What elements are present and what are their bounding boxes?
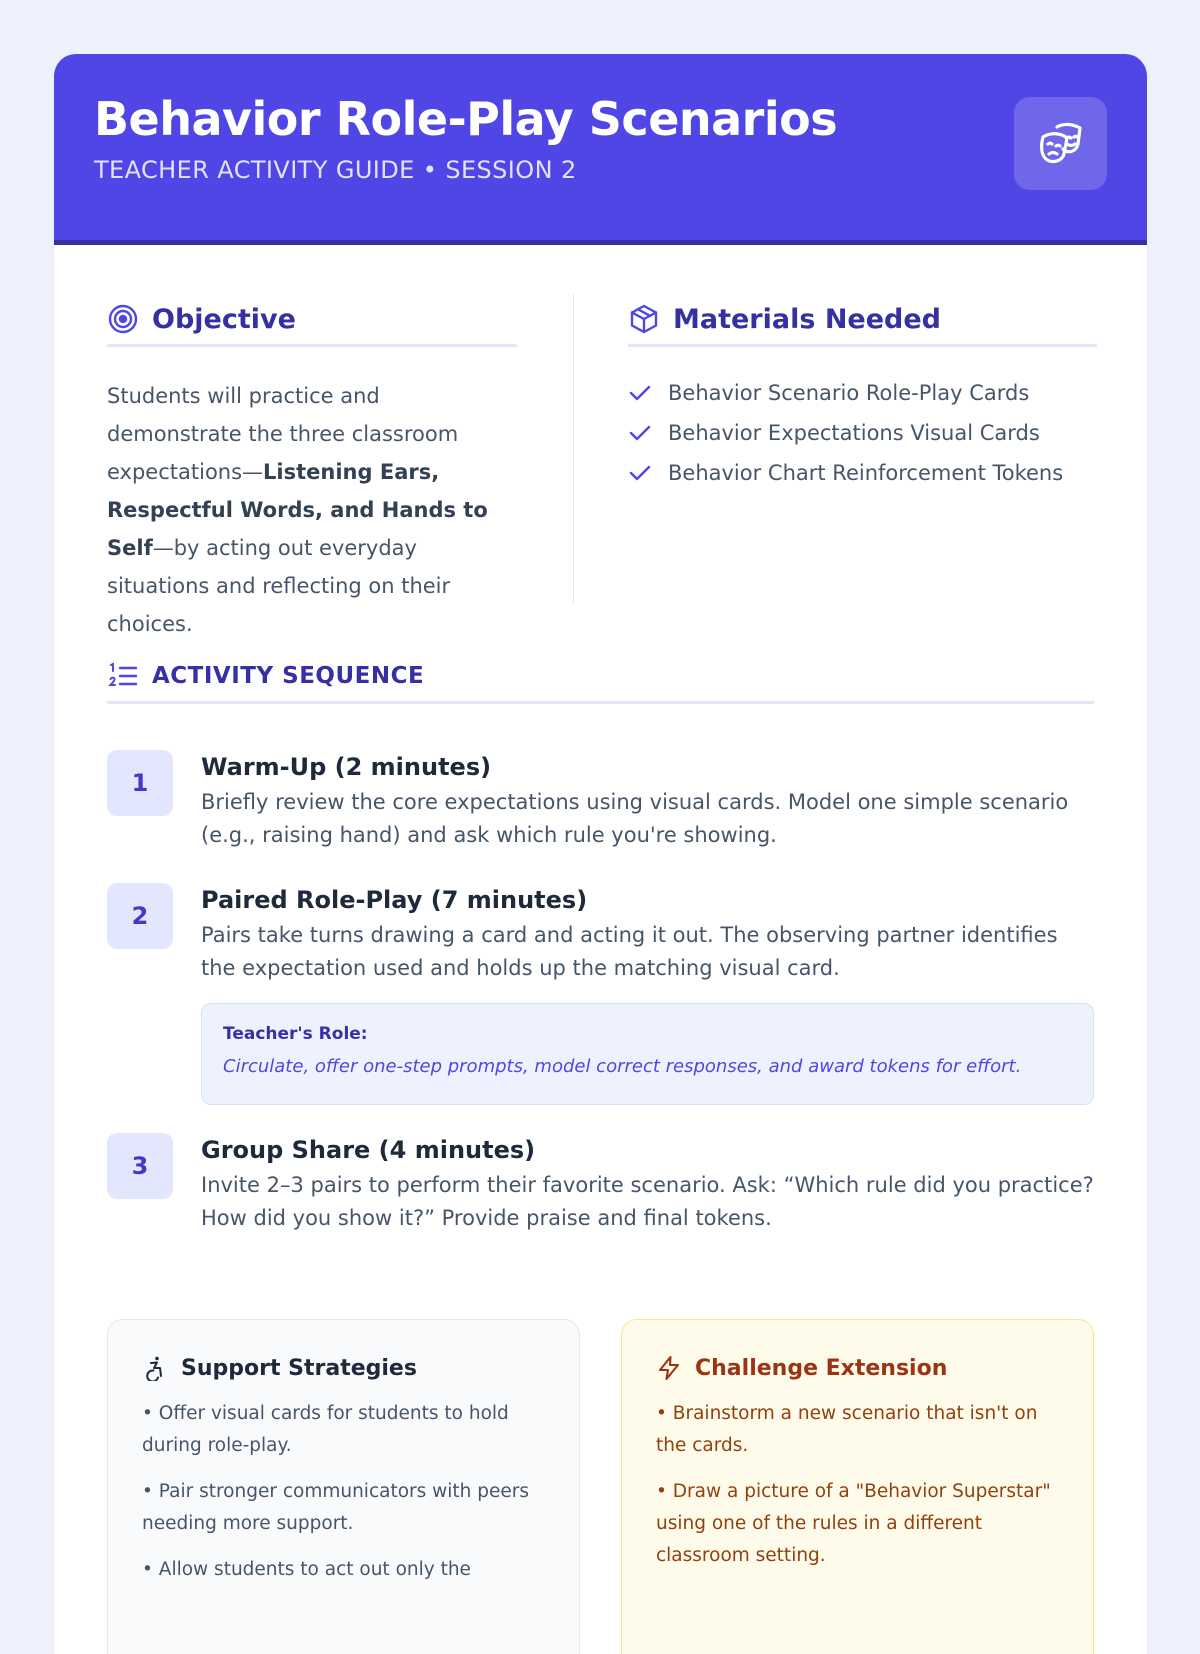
step-description: Pairs take turns drawing a card and acting it out. The observing partner identifies the expectation used and holds up the matching visual card.: [201, 923, 1058, 980]
objective-text-outro: —by acting out everyday situations and reflecting on their choices.: [107, 536, 451, 636]
lightning-icon: [656, 1355, 682, 1381]
theater-masks-badge: [1014, 97, 1107, 190]
list-item: • Brainstorm a new scenario that isn't on the cards.: [656, 1403, 1038, 1456]
objective-section: [107, 294, 517, 664]
step-body: [201, 750, 1094, 852]
step-number: 3: [107, 1133, 173, 1199]
check-icon: [628, 463, 654, 483]
objective-title: Objective: [152, 303, 296, 335]
step-number: 1: [107, 750, 173, 816]
list-item: • Draw a picture of a "Behavior Superstar" using one of the rules in a different classroom setting.: [656, 1481, 1051, 1566]
objective-text-expectations: Listening Ears, Respectful Words, and Hands to Self: [107, 460, 488, 560]
material-label: Behavior Expectations Visual Cards: [668, 421, 1040, 445]
list-item: [628, 373, 1097, 413]
materials-title: Materials Needed: [673, 303, 942, 335]
column-divider: [573, 294, 574, 604]
step-description: Invite 2–3 pairs to perform their favorite scenario. Ask: “Which rule did you practice? How did you show it?” Provide praise and final tokens.: [201, 1173, 1094, 1230]
accessibility-icon: [142, 1355, 168, 1381]
step-body: [201, 1133, 1094, 1235]
check-icon: [628, 423, 654, 443]
support-strategies-heading: [142, 1352, 545, 1384]
list-item: • Allow students to act out only the: [142, 1559, 471, 1580]
support-strategies-list: [142, 1398, 545, 1586]
activity-sequence-title: ACTIVITY SEQUENCE: [152, 663, 425, 689]
target-icon: [107, 303, 139, 335]
page-title: Behavior Role-Play Scenarios: [94, 92, 838, 146]
check-icon: [628, 383, 654, 403]
step-title: Paired Role-Play (7 minutes): [201, 886, 588, 914]
teacher-role-label: Teacher's Role:: [223, 1024, 368, 1044]
activity-sequence-heading: [107, 651, 1094, 704]
materials-section: [628, 294, 1097, 493]
step-number: 2: [107, 883, 173, 949]
materials-list: [628, 373, 1097, 493]
challenge-extension-box: [621, 1319, 1094, 1654]
support-strategies-title: Support Strategies: [181, 1355, 417, 1381]
box-icon: [628, 303, 660, 335]
activity-guide-card: [54, 54, 1147, 1654]
page-header: [54, 54, 1147, 245]
list-item: [628, 453, 1097, 493]
list-item: • Pair stronger communicators with peers needing more support.: [142, 1481, 530, 1534]
theater-masks-icon: [1035, 116, 1087, 172]
material-label: Behavior Chart Reinforcement Tokens: [668, 461, 1064, 485]
step-title: Warm-Up (2 minutes): [201, 753, 492, 781]
step-body: [201, 883, 1094, 1105]
objective-text: [107, 377, 517, 643]
numbered-list-icon: [107, 660, 139, 692]
challenge-extension-title: Challenge Extension: [695, 1355, 948, 1381]
material-label: Behavior Scenario Role-Play Cards: [668, 381, 1030, 405]
page-subtitle: TEACHER ACTIVITY GUIDE • SESSION 2: [94, 156, 577, 184]
challenge-extension-heading: [656, 1352, 1059, 1384]
list-item: [628, 413, 1097, 453]
challenge-extension-list: [656, 1398, 1059, 1572]
step-description: Briefly review the core expectations using visual cards. Model one simple scenario (e.g., raising hand) and ask which rule you're showing.: [201, 790, 1069, 847]
objective-text-intro: Students will practice and demonstrate the three classroom expectations—: [107, 384, 459, 484]
objective-heading: [107, 294, 517, 347]
teacher-role-text: Circulate, offer one-step prompts, model correct responses, and award tokens for effort.: [223, 1056, 1022, 1077]
list-item: • Offer visual cards for students to hold during role-play.: [142, 1403, 509, 1456]
support-strategies-box: [107, 1319, 580, 1654]
teacher-role-callout: [201, 1003, 1094, 1105]
materials-heading: [628, 294, 1097, 347]
step-title: Group Share (4 minutes): [201, 1136, 536, 1164]
